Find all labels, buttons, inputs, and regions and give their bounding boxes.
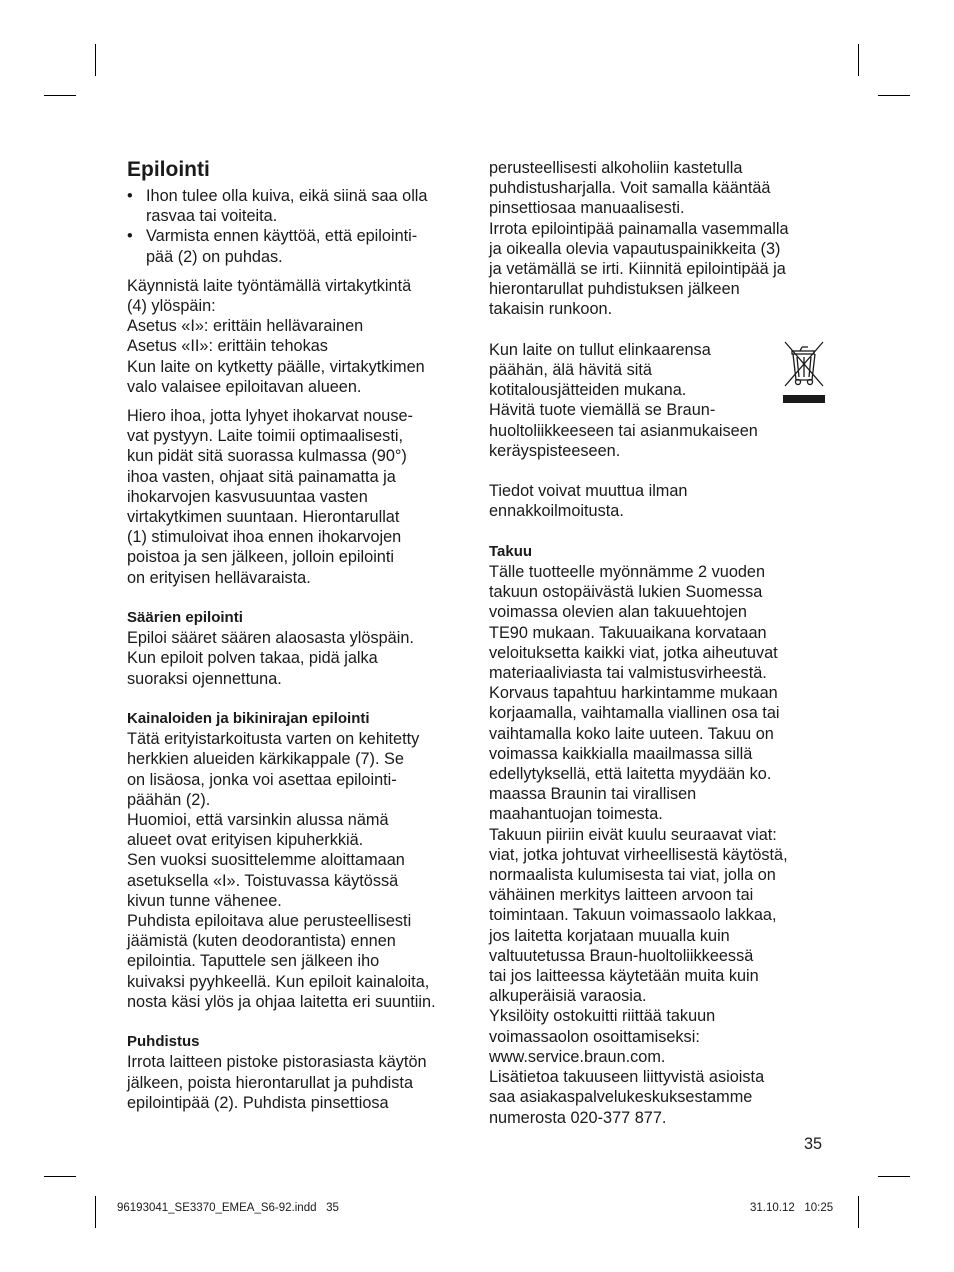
- section-heading-underarm: Kainaloiden ja bikinirajan epilointi: [127, 710, 370, 728]
- text-line: asetuksella «I». Toistuvassa käytössä: [127, 871, 399, 890]
- text-line: nosta käsi ylös ja ohjaa laitetta eri suuntiin.: [127, 992, 436, 1011]
- text-line: Takuun piiriin eivät kuulu seuraavat viat:: [489, 825, 777, 844]
- text-line: korjaamalla, vaihtamalla viallinen osa tai: [489, 704, 780, 723]
- section-heading-warranty: Takuu: [489, 542, 533, 560]
- footer-date: 31.10.12 10:25: [750, 1202, 834, 1214]
- text-line: ennakkoilmoitusta.: [489, 502, 624, 521]
- text-line: ihokarvojen kasvusuuntaa vasten: [127, 487, 368, 506]
- text-line: takaisin runkoon.: [489, 300, 613, 319]
- text-line: viat, jotka johtuvat virheellisestä käytöstä,: [489, 845, 788, 864]
- crop-mark: [44, 95, 76, 96]
- crop-mark: [44, 1176, 76, 1177]
- text-line: perusteellisesti alkoholiin kastetulla: [489, 159, 743, 177]
- text-line: Hävitä tuote viemällä se Braun-: [489, 401, 716, 420]
- text-line: poistoa ja sen jälkeen, jolloin epilointi: [127, 548, 395, 567]
- text-line: numerosta 020-377 877.: [489, 1108, 667, 1127]
- crop-mark: [95, 1196, 96, 1228]
- bullet-dot-icon: •: [127, 187, 133, 205]
- text-line: suoraksi ojennettuna.: [127, 669, 282, 688]
- text-line: jälkeen, poista hierontarullat ja puhdista: [127, 1073, 414, 1092]
- text-line: alkuperäisiä varaosia.: [489, 987, 647, 1006]
- footer-file-info: 96193041_SE3370_EMEA_S6-92.indd 35: [117, 1202, 339, 1214]
- text-line: (4) ylöspäin:: [127, 297, 216, 316]
- text-line: jos laitetta korjataan muualla kuin: [489, 926, 730, 945]
- text-line: päähän (2).: [127, 790, 211, 809]
- text-line: vähäinen merkitys laitteen arvoon tai: [489, 886, 754, 905]
- text-line: materiaaliviasta tai valmistusvirheestä.: [489, 664, 767, 683]
- text-line: Kun epiloit polven takaa, pidä jalka: [127, 649, 378, 668]
- bullet-item: [127, 186, 472, 226]
- text-line: keräyspisteeseen.: [489, 441, 621, 460]
- text-line: Käynnistä laite työntämällä virtakytkintä: [127, 276, 412, 295]
- text-line: kivun tunne vähenee.: [127, 891, 282, 910]
- left-column: [127, 157, 472, 1113]
- text-line: on erityisen hellävaraista.: [127, 568, 311, 587]
- text-line: saa asiakaspalvelukeskuksestamme: [489, 1088, 753, 1107]
- paragraph-massage: [127, 406, 472, 588]
- text-line: voimassa olevien alan takuuehtojen: [489, 603, 747, 622]
- text-line: normaalista kulumisesta tai viat, jolla on: [489, 866, 776, 885]
- text-line: on lisäosa, jonka voi asettaa epilointi-: [127, 770, 397, 789]
- text-line: veloituksetta kaikki viat, jotka aiheutuvat: [489, 643, 778, 662]
- text-line: Lisätietoa takuuseen liittyvistä asioista: [489, 1068, 765, 1087]
- text-line: ja vetämällä se irti. Kiinnitä epilointipää ja: [489, 260, 786, 279]
- text-line: huoltoliikkeeseen tai asianmukaiseen: [489, 421, 758, 440]
- text-line: Hiero ihoa, jotta lyhyet ihokarvat nouse-: [127, 407, 413, 426]
- text-line: Irrota laitteen pistoke pistorasiasta käytön: [127, 1053, 427, 1072]
- section-heading-cleaning: Puhdistus: [127, 1033, 200, 1051]
- text-line: epilointia. Taputtele sen jälkeen iho: [127, 952, 380, 971]
- page-number: 35: [804, 1135, 823, 1153]
- bullet-dot-icon: •: [127, 227, 133, 246]
- text-line: (1) stimuloivat ihoa ennen ihokarvojen: [127, 528, 402, 547]
- text-line: puhdistusharjalla. Voit samalla kääntää: [489, 179, 771, 198]
- text-line: valtuutetussa Braun-huoltoliikkeessä: [489, 946, 754, 965]
- text-line: rasvaa tai voiteita.: [146, 207, 278, 226]
- text-line: maassa Braunin tai virallisen: [489, 785, 697, 804]
- text-line: Tätä erityistarkoitusta varten on kehitetty: [127, 730, 420, 749]
- text-line: Sen vuoksi suosittelemme aloittamaan: [127, 851, 405, 870]
- text-line: Ihon tulee olla kuiva, eikä siinä saa olla: [146, 187, 428, 205]
- text-line: Varmista ennen käyttöä, että epilointi-: [146, 227, 418, 246]
- text-line: Kun laite on tullut elinkaarensa: [489, 340, 711, 359]
- text-line: pinsettiosaa manuaalisesti.: [489, 199, 685, 218]
- text-line: virtakytkimen suuntaan. Hierontarullat: [127, 508, 400, 527]
- text-line: maahantuojan toimesta.: [489, 805, 663, 824]
- crop-mark: [878, 95, 910, 96]
- text-line: Asetus «II»: erittäin tehokas: [127, 337, 328, 356]
- page-title: Epilointi: [127, 158, 210, 181]
- text-line: takuun ostopäivästä lukien Suomessa: [489, 583, 763, 602]
- crop-mark: [878, 1176, 910, 1177]
- section-heading-legs: Säärien epilointi: [127, 609, 243, 627]
- text-line: pää (2) on puhdas.: [146, 247, 283, 266]
- text-line: jäämistä (kuten deodorantista) ennen: [127, 932, 396, 951]
- text-line: kun pidät sitä suorassa kulmassa (90°): [127, 447, 407, 466]
- bullet-item: [127, 226, 472, 266]
- text-line: Huomioi, että varsinkin alussa nämä: [127, 811, 389, 830]
- text-line: Irrota epilointipää painamalla vasemmalla: [489, 219, 789, 238]
- text-line: kuivaksi pyyhkeellä. Kun epiloit kainaloita,: [127, 972, 430, 991]
- text-line: kotitalousjätteiden mukana.: [489, 381, 687, 400]
- text-line: ihoa vasten, ohjaat sitä painamatta ja: [127, 467, 396, 486]
- text-line: epilointipää (2). Puhdista pinsettiosa: [127, 1093, 389, 1112]
- crop-mark: [858, 44, 859, 76]
- crop-mark: [858, 1196, 859, 1228]
- text-line: alueet ovat erityisen kipuherkkiä.: [127, 831, 364, 850]
- text-line: vaihtamalla koko laite uuteen. Takuu on: [489, 724, 774, 743]
- crop-mark: [95, 44, 96, 76]
- text-line: hierontarullat puhdistuksen jälkeen: [489, 280, 740, 299]
- right-column: [489, 158, 834, 1128]
- text-line: päähän, älä hävitä sitä: [489, 361, 652, 380]
- text-line: tai jos laitteessa käytetään muita kuin: [489, 967, 759, 986]
- text-line: valo valaisee epiloitavan alueen.: [127, 377, 362, 396]
- crossed-out-bin-icon: [781, 340, 827, 406]
- text-line: herkkien alueiden kärkikappale (7). Se: [127, 750, 404, 769]
- text-line: Tiedot voivat muuttua ilman: [489, 482, 688, 501]
- text-line: voimassaolon osoittamiseksi:: [489, 1027, 700, 1046]
- text-line: Yksilöity ostokuitti riittää takuun: [489, 1007, 716, 1026]
- text-line: voimassa kaikkialla maailmassa sillä: [489, 744, 753, 763]
- text-line: vat pystyyn. Laite toimii optimaalisesti,: [127, 427, 403, 446]
- text-line: toimintaan. Takuun voimassaolo lakkaa,: [489, 906, 777, 925]
- text-line: www.service.braun.com.: [489, 1047, 666, 1066]
- text-line: Asetus «I»: erittäin hellävarainen: [127, 317, 364, 336]
- text-line: Puhdista epiloitava alue perusteellisesti: [127, 912, 412, 931]
- text-line: Korvaus tapahtuu harkintamme mukaan: [489, 684, 778, 703]
- text-line: edellytyksellä, että laitetta myydään ko.: [489, 765, 772, 784]
- text-line: ja oikealla olevia vapautuspainikkeita (3): [489, 239, 781, 258]
- text-line: Kun laite on kytketty päälle, virtakytkimen: [127, 357, 425, 376]
- text-line: TE90 mukaan. Takuuaikana korvataan: [489, 623, 767, 642]
- text-line: Tälle tuotteelle myönnämme 2 vuoden: [489, 563, 766, 582]
- text-line: Epiloi sääret säären alaosasta ylöspäin.: [127, 629, 414, 648]
- paragraph-switch: [127, 276, 472, 397]
